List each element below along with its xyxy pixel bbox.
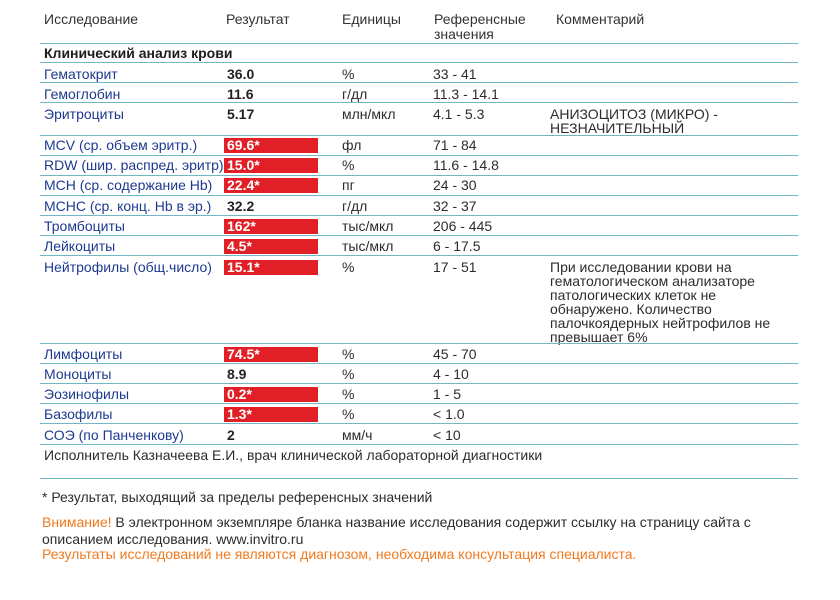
- disclaimer: Результаты исследований не являются диагнозом, необходима консультация специалиста.: [42, 546, 637, 562]
- unit: мм/ч: [342, 427, 373, 443]
- row-separator: [40, 363, 798, 364]
- row-separator: [40, 403, 798, 404]
- result-value: 8.9: [227, 366, 247, 382]
- test-name: MCV (ср. объем эритр.): [44, 137, 198, 153]
- test-name: MCHC (ср. конц. Hb в эр.): [44, 198, 212, 214]
- test-name: Эозинофилы: [44, 386, 130, 402]
- unit: %: [342, 366, 355, 382]
- reference-range: 32 - 37: [433, 198, 477, 214]
- reference-range: 6 - 17.5: [433, 238, 481, 254]
- reference-range: 45 - 70: [433, 346, 477, 362]
- result-value-flagged: 15.1*: [224, 260, 318, 275]
- result-value: 2: [227, 427, 235, 443]
- unit: г/дл: [342, 86, 368, 102]
- result-value: 32.2: [227, 198, 255, 214]
- result-value: 11.6: [227, 86, 254, 102]
- test-name: СОЭ (по Панченкову): [44, 427, 184, 443]
- column-header-result: Результат: [226, 11, 290, 27]
- test-name: Гематокрит: [44, 66, 118, 82]
- test-name: Моноциты: [44, 366, 112, 382]
- reference-range: 33 - 41: [433, 66, 477, 82]
- test-name: MCH (ср. содержание Hb): [44, 177, 213, 193]
- reference-range: 4 - 10: [433, 366, 469, 382]
- test-name: Базофилы: [44, 406, 113, 422]
- row-separator: [40, 423, 798, 424]
- unit: %: [342, 406, 355, 422]
- row-separator: [40, 175, 798, 176]
- column-header-test: Исследование: [44, 11, 139, 27]
- test-name: Нейтрофилы (общ.число): [44, 259, 212, 275]
- row-separator: [40, 155, 798, 156]
- reference-range: 11.6 - 14.8: [433, 157, 499, 173]
- reference-range: 4.1 - 5.3: [433, 106, 485, 122]
- reference-range: < 1.0: [433, 406, 465, 422]
- footnote: * Результат, выходящий за пределы референсных значений: [42, 489, 433, 505]
- result-value: 5.17: [227, 106, 255, 122]
- row-separator: [40, 255, 798, 256]
- notice: [42, 514, 812, 548]
- unit: млн/мкл: [342, 106, 396, 122]
- result-value-flagged: 162*: [224, 219, 318, 234]
- reference-range: 11.3 - 14.1: [433, 86, 499, 102]
- unit: %: [342, 259, 355, 275]
- row-separator: [40, 195, 798, 196]
- column-header-units: Единицы: [342, 11, 401, 27]
- unit: г/дл: [342, 198, 368, 214]
- unit: тыс/мкл: [342, 238, 394, 254]
- comment: АНИЗОЦИТОЗ (МИКРО) - НЕЗНАЧИТЕЛЬНЫЙ: [550, 106, 718, 136]
- row-separator: [40, 478, 798, 479]
- row-separator: [40, 215, 798, 216]
- row-separator: [40, 383, 798, 384]
- notice-text: В электронном экземпляре бланка название исследования содержит ссылку на страницу сайта с описанием исследования. www.invitro.ru: [42, 514, 751, 547]
- unit: %: [342, 157, 355, 173]
- row-separator: [40, 62, 798, 63]
- result-value-flagged: 69.6*: [224, 138, 318, 153]
- comment: При исследовании крови на гематологическом анализаторе патологических клеток не обнаружено. Количество палочкоядерных нейтрофилов не превышает 6%: [550, 259, 771, 345]
- result-value-flagged: 74.5*: [224, 347, 318, 362]
- executor-line: Исполнитель Казначеева Е.И., врач клинической лабораторной диагностики: [44, 447, 543, 463]
- test-name: Лейкоциты: [44, 238, 116, 254]
- reference-range: 1 - 5: [433, 386, 462, 402]
- column-header-reference: Референсные значения: [434, 11, 526, 42]
- row-separator: [40, 235, 798, 236]
- result-value-flagged: 0.2*: [224, 387, 318, 402]
- result-value: 36.0: [227, 66, 255, 82]
- notice-warning: Внимание!: [42, 514, 112, 530]
- unit: %: [342, 66, 355, 82]
- test-name: Лимфоциты: [44, 346, 123, 362]
- row-separator: [40, 343, 798, 344]
- result-value-flagged: 4.5*: [224, 239, 318, 254]
- test-name: RDW (шир. распред. эритр): [44, 157, 224, 173]
- row-separator: [40, 444, 798, 445]
- unit: тыс/мкл: [342, 218, 394, 234]
- result-value-flagged: 15.0*: [224, 158, 318, 173]
- unit: фл: [342, 137, 362, 153]
- test-name: Тромбоциты: [44, 218, 125, 234]
- result-value-flagged: 22.4*: [224, 178, 318, 193]
- section-title: Клинический анализ крови: [44, 45, 233, 61]
- row-separator: [40, 43, 798, 44]
- unit: %: [342, 386, 355, 402]
- row-separator: [40, 135, 798, 136]
- row-separator: [40, 102, 798, 103]
- unit: пг: [342, 177, 355, 193]
- reference-range: 206 - 445: [433, 218, 493, 234]
- reference-range: < 10: [433, 427, 461, 443]
- unit: %: [342, 346, 355, 362]
- test-name: Эритроциты: [44, 106, 124, 122]
- reference-range: 71 - 84: [433, 137, 477, 153]
- reference-range: 17 - 51: [433, 259, 477, 275]
- test-name: Гемоглобин: [44, 86, 121, 102]
- result-value-flagged: 1.3*: [224, 407, 318, 422]
- reference-range: 24 - 30: [433, 177, 477, 193]
- column-header-comment: Комментарий: [556, 11, 645, 27]
- row-separator: [40, 82, 798, 83]
